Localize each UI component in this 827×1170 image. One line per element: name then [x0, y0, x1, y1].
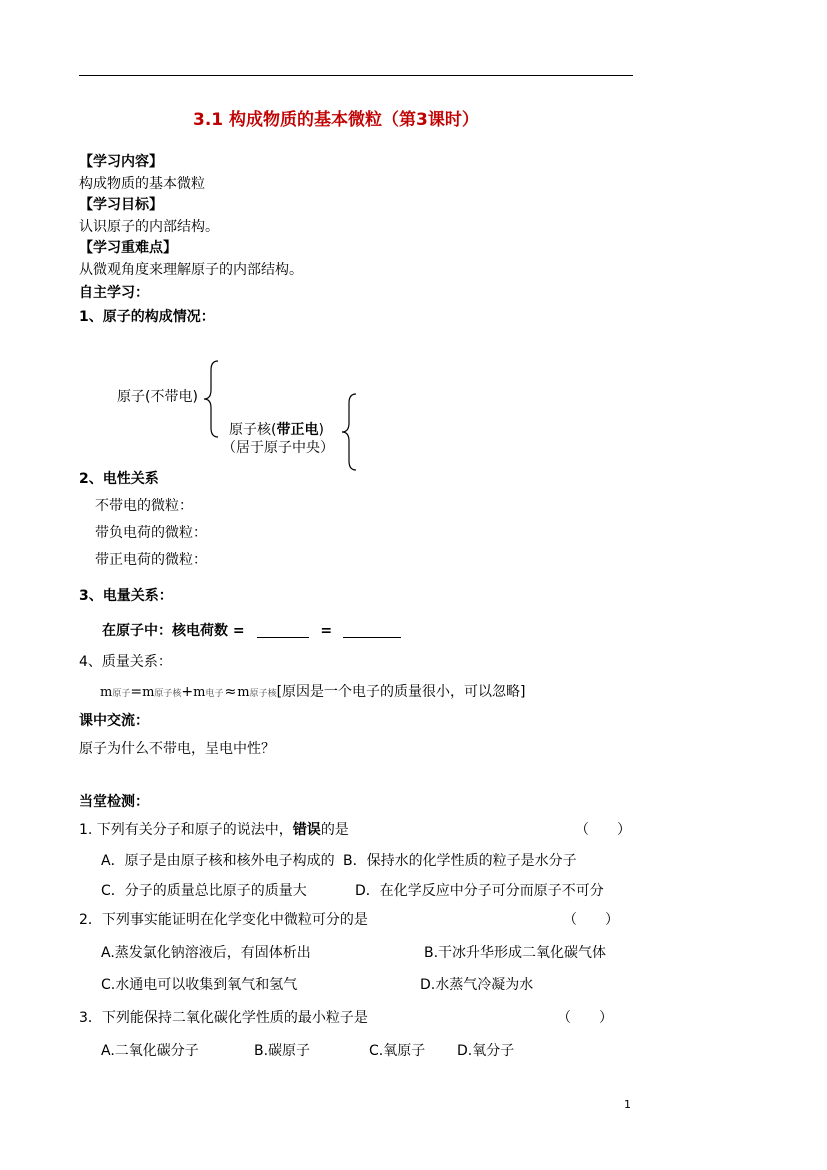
answer-blank-2[interactable] [343, 623, 401, 638]
question-3-option-d[interactable]: D.氧分子 [457, 1043, 515, 1059]
nucleus-label: 原子核(带正电) [229, 422, 324, 438]
quantity-heading: 3、电量关系： [79, 588, 173, 604]
discussion-heading: 课中交流： [79, 713, 149, 729]
key-heading: 【学习重难点】 [79, 240, 177, 256]
goal-heading: 【学习目标】 [79, 197, 163, 213]
atom-brace [202, 360, 222, 438]
question-3-paren: （ ） [557, 1010, 613, 1026]
question-2-option-c[interactable]: C.水通电可以收集到氧气和氢气 [101, 977, 298, 993]
question-2-paren: （ ） [563, 912, 619, 928]
question-3-option-a[interactable]: A.二氧化碳分子 [101, 1043, 199, 1059]
nucleus-note: （居于原子中央） [222, 440, 334, 456]
key-text: 从微观角度来理解原子的内部结构。 [79, 262, 303, 278]
question-1-paren: （ ） [575, 822, 631, 838]
discussion-question: 原子为什么不带电，呈电中性？ [79, 741, 275, 757]
question-1-stem: 1. 下列有关分子和原子的说法中，错误的是 [79, 822, 349, 838]
answer-blank-1[interactable] [257, 623, 309, 638]
question-1-option-c[interactable]: C．分子的质量总比原子的质量大 [101, 883, 307, 899]
self-study-heading: 自主学习： [79, 285, 149, 301]
question-3-option-b[interactable]: B.碳原子 [254, 1043, 311, 1059]
header-rule [79, 75, 633, 76]
nucleus-brace [340, 393, 360, 471]
check-heading: 当堂检测： [79, 794, 149, 810]
positive-particles: 带正电荷的微粒： [95, 552, 207, 568]
atom-structure-heading: 1、原子的构成情况： [79, 309, 215, 325]
question-1-option-b[interactable]: B．保持水的化学性质的粒子是水分子 [343, 853, 577, 869]
question-2-option-b[interactable]: B.干冰升华形成二氧化碳气体 [424, 945, 607, 961]
question-1-option-d[interactable]: D．在化学反应中分子可分而原子不可分 [355, 883, 604, 899]
mass-heading: 4、质量关系： [79, 654, 172, 670]
charge-formula: 在原子中：核电荷数 = = [102, 623, 401, 638]
atom-label: 原子(不带电) [117, 389, 198, 405]
question-2-option-d[interactable]: D.水蒸气冷凝为水 [420, 977, 534, 993]
question-3-stem: 3．下列能保持二氧化碳化学性质的最小粒子是 [79, 1010, 368, 1026]
question-1-option-a[interactable]: A．原子是由原子核和核外电子构成的 [101, 853, 335, 869]
page-number: 1 [624, 1098, 631, 1111]
question-2-option-a[interactable]: A.蒸发氯化钠溶液后，有固体析出 [101, 945, 311, 961]
page-title: 3.1 构成物质的基本微粒（第3课时） [193, 110, 479, 130]
question-3-option-c[interactable]: C.氧原子 [369, 1043, 426, 1059]
goal-text: 认识原子的内部结构。 [79, 219, 219, 235]
mass-formula: m原子=m原子核+m电子≈m原子核[原因是一个电子的质量很小，可以忽略] [100, 684, 526, 700]
content-heading: 【学习内容】 [79, 154, 163, 170]
charge-heading: 2、电性关系 [79, 471, 159, 487]
neutral-particles: 不带电的微粒： [95, 498, 193, 514]
negative-particles: 带负电荷的微粒： [95, 525, 207, 541]
content-text: 构成物质的基本微粒 [79, 176, 205, 192]
question-2-stem: 2．下列事实能证明在化学变化中微粒可分的是 [79, 912, 368, 928]
